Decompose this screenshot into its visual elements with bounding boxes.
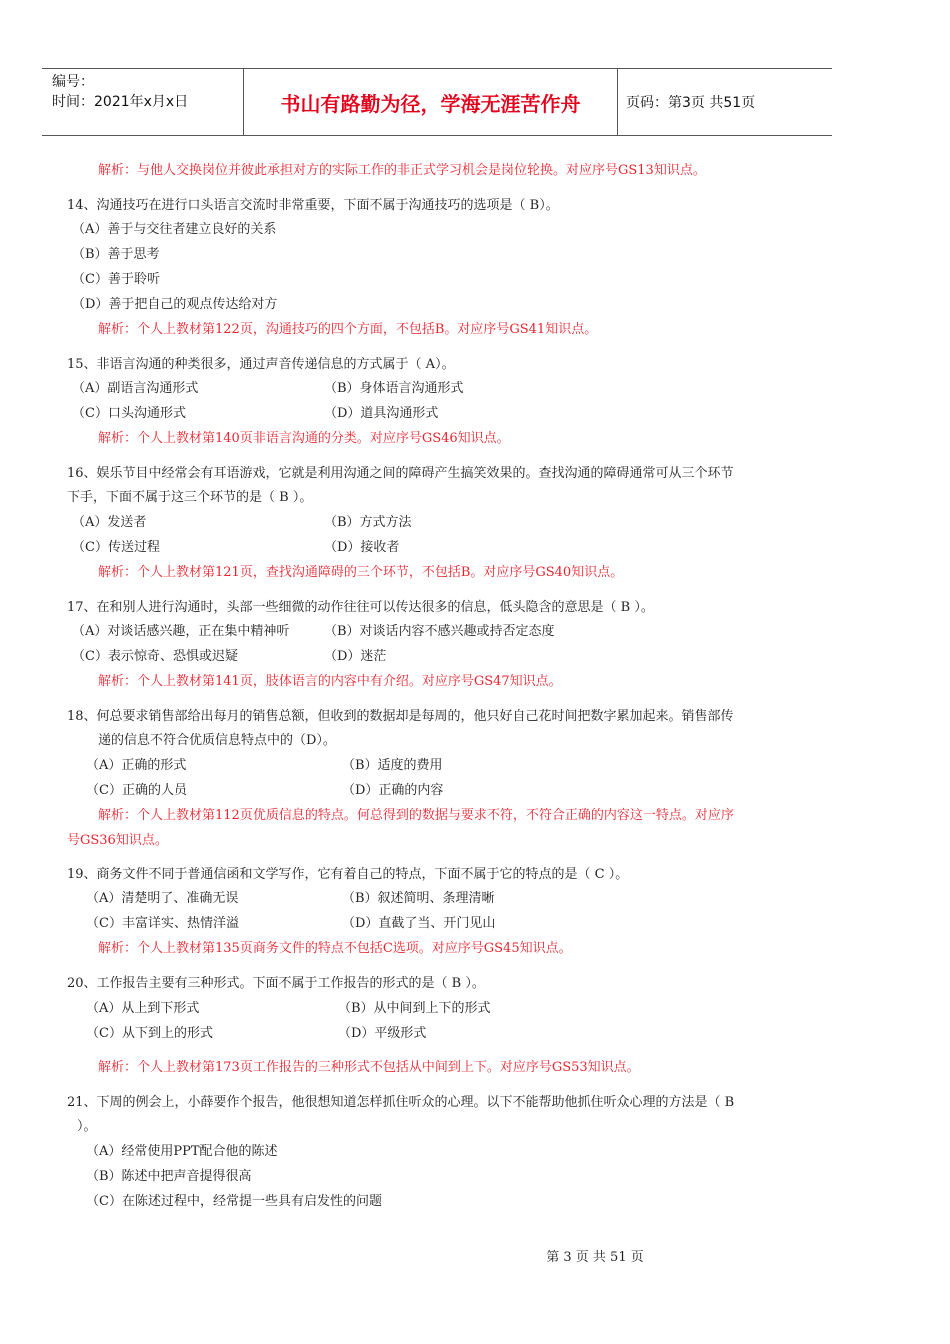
- question-stem: 21、下周的例会上，小薛要作个报告，他很想知道怎样抓住听众的心理。以下不能帮助他抓住听众心理的方法是（ B: [67, 1095, 735, 1110]
- explanation-cont: 号GS36知识点。: [67, 833, 168, 848]
- question-stem-cont: 递的信息不符合优质信息特点中的（D）。: [98, 733, 336, 748]
- option-a: （A）经常使用PPT配合他的陈述: [86, 1144, 278, 1159]
- explanation: 解析：个人上教材第173页工作报告的三种形式不包括从中间到上下。对应序号GS53知识点。: [98, 1060, 640, 1075]
- option-b: （B）身体语言沟通形式: [324, 381, 464, 396]
- question-stem: 20、工作报告主要有三种形式。下面不属于工作报告的形式的是（ B ）。: [67, 976, 485, 991]
- question-stem: 15、非语言沟通的种类很多，通过声音传递信息的方式属于（ A）。: [67, 357, 455, 372]
- option-a: （A）从上到下形式: [86, 1001, 200, 1016]
- header-meta-cell: [42, 69, 244, 135]
- explanation: 解析：个人上教材第122页，沟通技巧的四个方面，不包括B。对应序号GS41知识点。: [98, 322, 598, 337]
- option-c: （C）口头沟通形式: [72, 406, 186, 421]
- page-footer: 第 3 页 共 51 页: [546, 1250, 644, 1265]
- explanation: 解析：个人上教材第112页优质信息的特点。何总得到的数据与要求不符，不符合正确的内容这一特点。对应序: [98, 808, 734, 823]
- option-d: （D）迷茫: [324, 649, 387, 664]
- option-c: （C）从下到上的形式: [86, 1026, 213, 1041]
- question-stem-cont: 下手，下面不属于这三个环节的是（ B ）。: [67, 490, 313, 505]
- option-d: （D）接收者: [324, 540, 400, 555]
- time-label: 时间：2021年x月x日: [52, 94, 189, 110]
- question-stem: 17、在和别人进行沟通时，头部一些细微的动作往往可以传达很多的信息，低头隐含的意思是（ B ）。: [67, 600, 654, 615]
- option-a: （A）善于与交往者建立良好的关系: [72, 222, 277, 237]
- page-header: [42, 68, 832, 136]
- number-label: 编号：: [52, 74, 94, 90]
- option-d: （D）道具沟通形式: [324, 406, 439, 421]
- option-d: （D）平级形式: [338, 1026, 427, 1041]
- option-b: （B）适度的费用: [342, 758, 443, 773]
- option-d: （D）正确的内容: [342, 783, 444, 798]
- option-b: （B）叙述简明、条理清晰: [342, 891, 495, 906]
- option-c: （C）正确的人员: [86, 783, 187, 798]
- explanation: 解析：个人上教材第141页，肢体语言的内容中有介绍。对应序号GS47知识点。: [98, 674, 562, 689]
- option-b: （B）方式方法: [324, 515, 412, 530]
- option-b: （B）从中间到上下的形式: [338, 1001, 491, 1016]
- option-a: （A）正确的形式: [86, 758, 187, 773]
- option-b: （B）对谈话内容不感兴趣或持否定态度: [324, 624, 555, 639]
- option-c: （C）表示惊奇、恐惧或迟疑: [72, 649, 238, 664]
- option-d: （D）善于把自己的观点传达给对方: [72, 297, 278, 312]
- explanation: 解析：个人上教材第140页非语言沟通的分类。对应序号GS46知识点。: [98, 431, 510, 446]
- page-info: 页码：第3页 共51页: [626, 95, 756, 111]
- explanation: 解析：个人上教材第135页商务文件的特点不包括C选项。对应序号GS45知识点。: [98, 941, 572, 956]
- option-c: （C）善于聆听: [72, 272, 160, 287]
- option-d: （D）直截了当、开门见山: [342, 916, 496, 931]
- option-a: （A）对谈话感兴趣，正在集中精神听: [72, 624, 290, 639]
- question-stem: 14、沟通技巧在进行口头语言交流时非常重要，下面不属于沟通技巧的选项是（ B）。: [67, 198, 559, 213]
- option-c: （C）传送过程: [72, 540, 160, 555]
- option-b: （B）善于思考: [72, 247, 160, 262]
- question-stem: 18、何总要求销售部给出每月的销售总额，但收到的数据却是每周的，他只好自己花时间把数字累加起来。销售部传: [67, 709, 734, 724]
- motto: 书山有路勤为径，学海无涯苦作舟: [244, 69, 618, 135]
- option-a: （A）发送者: [72, 515, 147, 530]
- option-a: （A）清楚明了、准确无误: [86, 891, 239, 906]
- question-stem: 19、商务文件不同于普通信函和文学写作，它有着自己的特点，下面不属于它的特点的是（ C ）。: [67, 867, 629, 882]
- option-c: （C）在陈述过程中，经常提一些具有启发性的问题: [86, 1194, 382, 1209]
- option-b: （B）陈述中把声音提得很高: [86, 1169, 252, 1184]
- option-a: （A）副语言沟通形式: [72, 381, 199, 396]
- option-c: （C）丰富详实、热情洋溢: [86, 916, 239, 931]
- explanation: 解析：与他人交换岗位并彼此承担对方的实际工作的非正式学习机会是岗位轮换。对应序号GS13知识点。: [98, 163, 706, 178]
- question-stem-cont: ）。: [77, 1119, 97, 1134]
- question-stem: 16、娱乐节目中经常会有耳语游戏，它就是利用沟通之间的障碍产生搞笑效果的。查找沟通的障碍通常可从三个环节: [67, 466, 734, 481]
- explanation: 解析：个人上教材第121页，查找沟通障碍的三个环节，不包括B。对应序号GS40知识点。: [98, 565, 624, 580]
